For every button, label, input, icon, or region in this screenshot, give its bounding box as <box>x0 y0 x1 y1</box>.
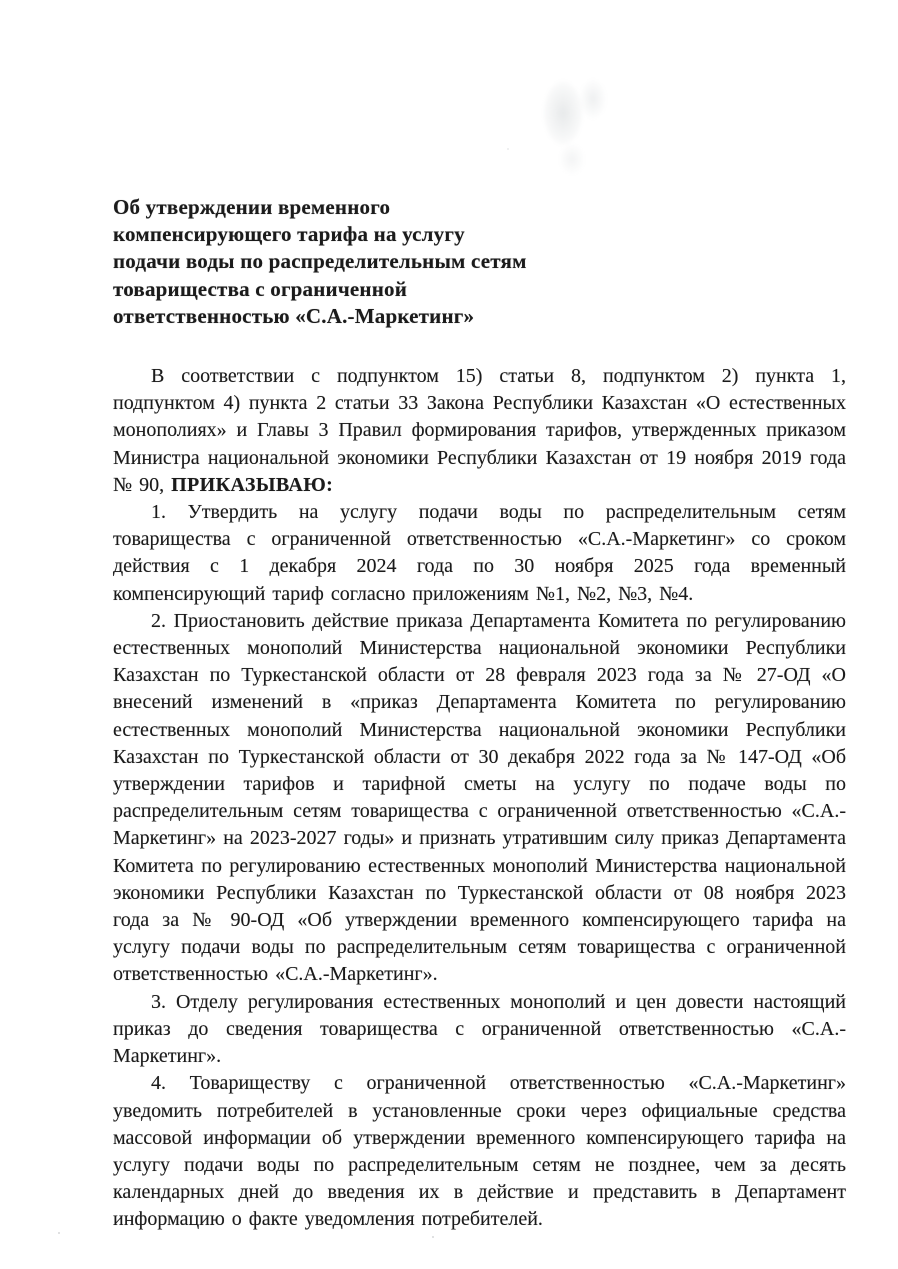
document-body <box>113 194 846 1234</box>
scan-smudge <box>500 50 650 190</box>
preamble-text: В соответствии с подпунктом 15) статьи 8, подпунктом 2) пункта 1, подпунктом 4) пункта 2 статьи 33 Закона Республики Казахстан «О естественных монополиях» и Главы 3 Правил формирования тарифов, утвержденных приказом Министра национальной экономики Республики Казахстан от 19 ноября 2019 года № 90, <box>113 365 846 496</box>
scan-speck <box>507 148 509 150</box>
order-item-1: 1. Утвердить на услугу подачи воды по распределительным сетям товарищества с ограниченной ответственностью «С.А.-Маркетинг» со сроком действия с 1 декабря 2024 года по 30 ноября 2025 года временный компенсирующий тариф согласно приложениям №1, №2, №3, №4. <box>113 501 846 605</box>
title-line: товарищества с ограниченной <box>113 276 408 301</box>
order-item-2: 2. Приостановить действие приказа Департамента Комитета по регулированию естественных монополий Министерства национальной экономики Республики Казахстан по Туркестанской области от 28 февраля 2023 года за № 27-ОД «О внесений изменений в «приказ Департамента Комитета по регулированию естественных монополий Министерства национальной экономики Республики Казахстан по Туркестанской области от 30 декабря 2022 года за № 147-ОД «Об утверждении тарифов и тарифной сметы на услугу по подаче воды по распределительным сетям товарищества с ограниченной ответственностью «С.А.-Маркетинг» на 2023-2027 годы» и признать утратившим силу приказ Департамента Комитета по регулированию естественных монополий Министерства национальной экономики Республики Казахстан по Туркестанской области от 08 ноября 2023 года за № 90-ОД «Об утверждении временного компенсирующего тарифа на услугу подачи воды по распределительным сетям товарищества с ограниченной ответственностью «С.А.-Маркетинг». <box>113 609 846 986</box>
scan-speck <box>432 1236 434 1238</box>
order-item-4: 4. Товариществу с ограниченной ответственностью «С.А.-Маркетинг» уведомить потребителей в установленные сроки через официальные средства массовой информации об утверждении временного компенсирующего тарифа на услугу подачи воды по распределительным сетям не позднее, чем за десять календарных дней до введения их в действие и представить в Департамент информацию о факте уведомления потребителей. <box>113 1072 846 1231</box>
title-line: Об утверждении временного <box>113 195 391 219</box>
title-line: ответственностью «С.А.-Маркетинг» <box>113 303 475 328</box>
document-title <box>113 194 846 330</box>
order-keyword: ПРИКАЗЫВАЮ: <box>171 473 334 496</box>
order-item-3: 3. Отделу регулирования естественных монополий и цен довести настоящий приказ до сведения товарищества с ограниченной ответственностью «С.А.-Маркетинг». <box>113 990 846 1068</box>
title-line: компенсирующего тарифа на услугу <box>113 222 465 247</box>
title-line: подачи воды по распределительным сетям <box>113 249 527 274</box>
scan-speck <box>58 1232 60 1234</box>
preamble-paragraph <box>113 363 846 499</box>
